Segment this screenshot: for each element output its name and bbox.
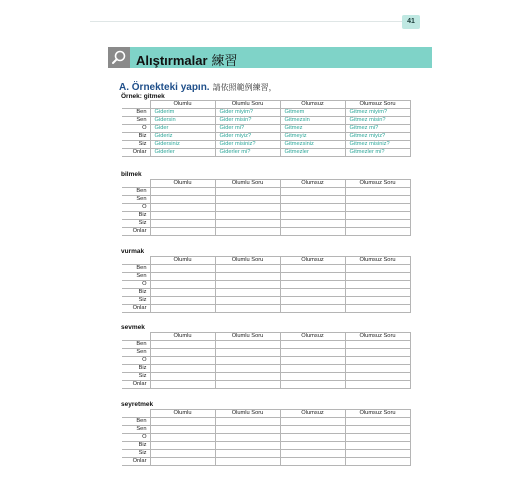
answer-blank-cell[interactable] <box>345 434 410 442</box>
answer-blank-cell[interactable] <box>150 305 215 313</box>
example-answer-cell: Gitmez misiniz? <box>345 141 410 149</box>
column-header: Olumsuz <box>280 101 345 109</box>
column-header: Olumlu Soru <box>215 410 280 418</box>
answer-blank-cell[interactable] <box>150 365 215 373</box>
example-answer-cell: Gitmez misin? <box>345 117 410 125</box>
corner-cell <box>122 180 150 188</box>
answer-blank-cell[interactable] <box>345 426 410 434</box>
table-row <box>122 297 410 305</box>
table-row <box>122 204 410 212</box>
answer-blank-cell[interactable] <box>215 341 280 349</box>
table-row <box>122 357 410 365</box>
example-answer-cell: Gider misiniz? <box>215 141 280 149</box>
answer-blank-cell[interactable] <box>345 297 410 305</box>
answer-blank-cell[interactable] <box>280 381 345 389</box>
answer-blank-cell[interactable] <box>150 418 215 426</box>
column-header: Olumsuz <box>280 257 345 265</box>
exercise-table <box>122 332 411 389</box>
answer-blank-cell[interactable] <box>215 458 280 466</box>
answer-blank-cell[interactable] <box>345 357 410 365</box>
section-a-title: A. Örnekteki yapın. <box>119 82 210 93</box>
answer-blank-cell[interactable] <box>280 305 345 313</box>
answer-blank-cell[interactable] <box>280 265 345 273</box>
corner-cell <box>122 101 150 109</box>
answer-blank-cell[interactable] <box>280 418 345 426</box>
answer-blank-cell[interactable] <box>345 458 410 466</box>
corner-cell <box>122 257 150 265</box>
exercise-verb-label: seyretmek <box>121 401 154 408</box>
column-header: Olumsuz Soru <box>345 333 410 341</box>
answer-blank-cell[interactable] <box>215 196 280 204</box>
answer-blank-cell[interactable] <box>150 349 215 357</box>
answer-blank-cell[interactable] <box>280 341 345 349</box>
table-row <box>122 125 410 133</box>
column-header: Olumlu Soru <box>215 101 280 109</box>
column-header: Olumsuz Soru <box>345 180 410 188</box>
pronoun-cell: Ben <box>122 265 150 273</box>
pronoun-cell: O <box>122 357 150 365</box>
magnifier-icon <box>108 47 130 68</box>
answer-blank-cell[interactable] <box>150 220 215 228</box>
table-row <box>122 373 410 381</box>
table-row <box>122 220 410 228</box>
title-zh: 練習 <box>211 54 238 69</box>
answer-blank-cell[interactable] <box>150 426 215 434</box>
pronoun-cell: Siz <box>122 373 150 381</box>
answer-blank-cell[interactable] <box>150 273 215 281</box>
answer-blank-cell[interactable] <box>215 228 280 236</box>
answer-blank-cell[interactable] <box>345 273 410 281</box>
answer-blank-cell[interactable] <box>280 349 345 357</box>
answer-blank-cell[interactable] <box>345 341 410 349</box>
answer-blank-cell[interactable] <box>345 204 410 212</box>
pronoun-cell: Onlar <box>122 149 150 157</box>
answer-blank-cell[interactable] <box>215 188 280 196</box>
pronoun-cell: Siz <box>122 450 150 458</box>
answer-blank-cell[interactable] <box>215 212 280 220</box>
pronoun-cell: Onlar <box>122 228 150 236</box>
column-header: Olumlu Soru <box>215 180 280 188</box>
answer-blank-cell[interactable] <box>345 228 410 236</box>
example-answer-cell: Gitmeyiz <box>280 133 345 141</box>
pronoun-cell: Biz <box>122 133 150 141</box>
answer-blank-cell[interactable] <box>345 450 410 458</box>
table-row <box>122 117 410 125</box>
answer-blank-cell[interactable] <box>280 204 345 212</box>
table-row <box>122 133 410 141</box>
answer-blank-cell[interactable] <box>215 349 280 357</box>
corner-cell <box>122 410 150 418</box>
answer-blank-cell[interactable] <box>215 297 280 305</box>
example-answer-cell: Gitmez miyiz? <box>345 133 410 141</box>
answer-blank-cell[interactable] <box>345 373 410 381</box>
example-answer-cell: Gitmem <box>280 109 345 117</box>
table-row <box>122 365 410 373</box>
table-header-row <box>122 333 410 341</box>
table-header-row <box>122 180 410 188</box>
answer-blank-cell[interactable] <box>280 281 345 289</box>
table-header-row <box>122 257 410 265</box>
column-header: Olumlu Soru <box>215 333 280 341</box>
column-header: Olumlu Soru <box>215 257 280 265</box>
answer-blank-cell[interactable] <box>280 228 345 236</box>
pronoun-cell: Sen <box>122 117 150 125</box>
pronoun-cell: Sen <box>122 349 150 357</box>
answer-blank-cell[interactable] <box>150 281 215 289</box>
pronoun-cell: Sen <box>122 196 150 204</box>
pronoun-cell: Biz <box>122 212 150 220</box>
table-row <box>122 281 410 289</box>
table-row <box>122 450 410 458</box>
answer-blank-cell[interactable] <box>150 297 215 305</box>
pronoun-cell: Biz <box>122 365 150 373</box>
column-header: Olumlu <box>150 333 215 341</box>
answer-blank-cell[interactable] <box>215 373 280 381</box>
answer-blank-cell[interactable] <box>280 458 345 466</box>
pronoun-cell: Siz <box>122 141 150 149</box>
answer-blank-cell[interactable] <box>215 365 280 373</box>
exercise-verb-label: vurmak <box>121 248 145 255</box>
answer-blank-cell[interactable] <box>215 381 280 389</box>
pronoun-cell: Siz <box>122 297 150 305</box>
exercise-table <box>122 256 411 313</box>
title-bar <box>108 47 432 68</box>
table-row <box>122 141 410 149</box>
table-row <box>122 289 410 297</box>
answer-blank-cell[interactable] <box>280 373 345 381</box>
pronoun-cell: Sen <box>122 273 150 281</box>
exercise-table <box>122 179 411 236</box>
answer-blank-cell[interactable] <box>345 281 410 289</box>
answer-blank-cell[interactable] <box>150 289 215 297</box>
answer-blank-cell[interactable] <box>280 289 345 297</box>
example-answer-cell: Giderler <box>150 149 215 157</box>
example-answer-cell: Gidersiniz <box>150 141 215 149</box>
answer-blank-cell[interactable] <box>215 305 280 313</box>
pronoun-cell: O <box>122 281 150 289</box>
table-row <box>122 341 410 349</box>
answer-blank-cell[interactable] <box>215 426 280 434</box>
pronoun-cell: Siz <box>122 220 150 228</box>
answer-blank-cell[interactable] <box>150 357 215 365</box>
column-header: Olumsuz Soru <box>345 101 410 109</box>
answer-blank-cell[interactable] <box>345 418 410 426</box>
example-answer-cell: Gitmezler <box>280 149 345 157</box>
table-row <box>122 196 410 204</box>
answer-blank-cell[interactable] <box>150 188 215 196</box>
pronoun-cell: O <box>122 204 150 212</box>
answer-blank-cell[interactable] <box>150 381 215 389</box>
answer-blank-cell[interactable] <box>215 281 280 289</box>
answer-blank-cell[interactable] <box>150 212 215 220</box>
answer-blank-cell[interactable] <box>345 212 410 220</box>
corner-cell <box>122 333 150 341</box>
table-row <box>122 434 410 442</box>
example-answer-cell: Gider mi? <box>215 125 280 133</box>
table-row <box>122 149 410 157</box>
answer-blank-cell[interactable] <box>150 434 215 442</box>
answer-blank-cell[interactable] <box>215 204 280 212</box>
column-header: Olumsuz Soru <box>345 410 410 418</box>
example-answer-cell: Gitmezsin <box>280 117 345 125</box>
answer-blank-cell[interactable] <box>280 434 345 442</box>
table-row <box>122 458 410 466</box>
answer-blank-cell[interactable] <box>215 289 280 297</box>
answer-blank-cell[interactable] <box>215 418 280 426</box>
pronoun-cell: Onlar <box>122 381 150 389</box>
pronoun-cell: Ben <box>122 109 150 117</box>
answer-blank-cell[interactable] <box>345 188 410 196</box>
answer-blank-cell[interactable] <box>215 442 280 450</box>
table-row <box>122 109 410 117</box>
example-answer-cell: Gider miyiz? <box>215 133 280 141</box>
answer-blank-cell[interactable] <box>345 220 410 228</box>
example-table <box>122 100 411 157</box>
column-header: Olumsuz Soru <box>345 257 410 265</box>
example-answer-cell: Gideriz <box>150 133 215 141</box>
example-answer-cell: Giderim <box>150 109 215 117</box>
table-row <box>122 381 410 389</box>
answer-blank-cell[interactable] <box>280 188 345 196</box>
title-text: Alıştırmalar <box>136 53 208 68</box>
example-answer-cell: Gider misin? <box>215 117 280 125</box>
example-answer-cell: Gitmez miyim? <box>345 109 410 117</box>
answer-blank-cell[interactable] <box>280 220 345 228</box>
column-header: Olumlu <box>150 101 215 109</box>
table-row <box>122 426 410 434</box>
table-row <box>122 212 410 220</box>
answer-blank-cell[interactable] <box>150 341 215 349</box>
example-answer-cell: Gidersin <box>150 117 215 125</box>
example-answer-cell: Gider miyim? <box>215 109 280 117</box>
pronoun-cell: Biz <box>122 442 150 450</box>
answer-blank-cell[interactable] <box>345 442 410 450</box>
answer-blank-cell[interactable] <box>150 450 215 458</box>
pronoun-cell: Onlar <box>122 305 150 313</box>
example-answer-cell: Giderler mi? <box>215 149 280 157</box>
table-row <box>122 442 410 450</box>
answer-blank-cell[interactable] <box>345 289 410 297</box>
answer-blank-cell[interactable] <box>280 365 345 373</box>
answer-blank-cell[interactable] <box>150 204 215 212</box>
column-header: Olumsuz <box>280 410 345 418</box>
table-row <box>122 349 410 357</box>
answer-blank-cell[interactable] <box>215 273 280 281</box>
table-row <box>122 188 410 196</box>
answer-blank-cell[interactable] <box>280 426 345 434</box>
answer-blank-cell[interactable] <box>345 349 410 357</box>
table-header-row <box>122 410 410 418</box>
example-answer-cell: Gitmezsiniz <box>280 141 345 149</box>
answer-blank-cell[interactable] <box>150 228 215 236</box>
answer-blank-cell[interactable] <box>280 297 345 305</box>
answer-blank-cell[interactable] <box>280 212 345 220</box>
answer-blank-cell[interactable] <box>150 373 215 381</box>
answer-blank-cell[interactable] <box>280 357 345 365</box>
answer-blank-cell[interactable] <box>150 458 215 466</box>
example-answer-cell: Gider <box>150 125 215 133</box>
top-rule <box>90 21 420 22</box>
pronoun-cell: O <box>122 434 150 442</box>
example-answer-cell: Gitmez mi? <box>345 125 410 133</box>
table-row <box>122 265 410 273</box>
answer-blank-cell[interactable] <box>345 265 410 273</box>
answer-blank-cell[interactable] <box>150 442 215 450</box>
pronoun-cell: Ben <box>122 341 150 349</box>
pronoun-cell: Ben <box>122 188 150 196</box>
answer-blank-cell[interactable] <box>345 381 410 389</box>
table-row <box>122 273 410 281</box>
column-header: Olumsuz <box>280 180 345 188</box>
column-header: Olumlu <box>150 180 215 188</box>
pronoun-cell: Onlar <box>122 458 150 466</box>
answer-blank-cell[interactable] <box>215 450 280 458</box>
answer-blank-cell[interactable] <box>150 196 215 204</box>
column-header: Olumlu <box>150 410 215 418</box>
answer-blank-cell[interactable] <box>215 357 280 365</box>
answer-blank-cell[interactable] <box>280 273 345 281</box>
answer-blank-cell[interactable] <box>215 220 280 228</box>
table-row <box>122 305 410 313</box>
example-answer-cell: Gitmezler mi? <box>345 149 410 157</box>
answer-blank-cell[interactable] <box>150 265 215 273</box>
exercise-verb-label: bilmek <box>121 171 142 178</box>
table-row <box>122 418 410 426</box>
exercise-verb-label: sevmek <box>121 324 145 331</box>
pronoun-cell: Sen <box>122 426 150 434</box>
column-header: Olumlu <box>150 257 215 265</box>
exercise-table <box>122 409 411 466</box>
column-header: Olumsuz <box>280 333 345 341</box>
section-a-zh: 請依照範例練習， <box>212 83 277 92</box>
page-number: 41 <box>402 15 420 29</box>
table-header-row <box>122 101 410 109</box>
table-row <box>122 228 410 236</box>
example-verb-label: Örnek: gitmek <box>121 93 165 100</box>
page-title <box>136 50 238 69</box>
answer-blank-cell[interactable] <box>345 305 410 313</box>
pronoun-cell: Ben <box>122 418 150 426</box>
section-a-heading <box>119 82 277 93</box>
pronoun-cell: O <box>122 125 150 133</box>
answer-blank-cell[interactable] <box>280 196 345 204</box>
answer-blank-cell[interactable] <box>280 442 345 450</box>
example-answer-cell: Gitmez <box>280 125 345 133</box>
answer-blank-cell[interactable] <box>215 434 280 442</box>
answer-blank-cell[interactable] <box>215 265 280 273</box>
answer-blank-cell[interactable] <box>345 365 410 373</box>
answer-blank-cell[interactable] <box>280 450 345 458</box>
answer-blank-cell[interactable] <box>345 196 410 204</box>
pronoun-cell: Biz <box>122 289 150 297</box>
